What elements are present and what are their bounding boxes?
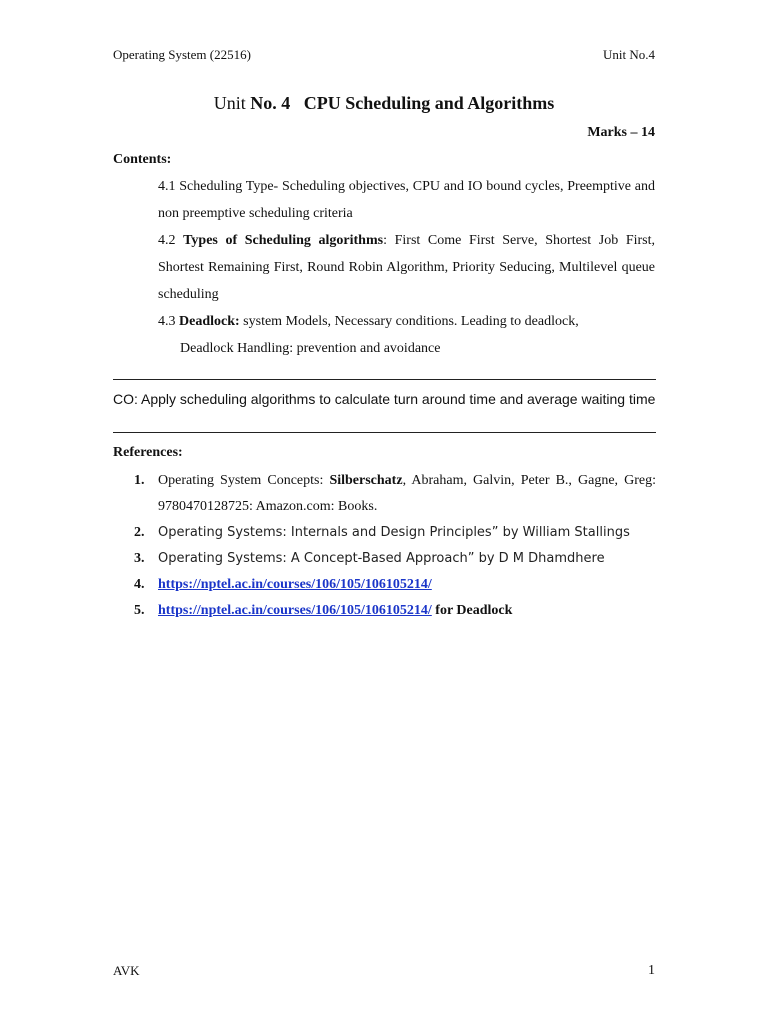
reference-number: 1.	[134, 473, 145, 488]
contents-item-text: Scheduling Type- Scheduling objectives, CPU and IO bound cycles, Preemptive and non preemptive scheduling criteria	[158, 179, 655, 221]
reference-text: Operating Systems: Internals and Design Principles” by William Stallings	[158, 525, 630, 540]
reference-number: 2.	[134, 525, 145, 540]
reference-item	[113, 572, 656, 598]
contents-item-text: system Models, Necessary conditions. Leading to deadlock,	[239, 314, 579, 329]
contents-item-number: 4.3	[158, 314, 176, 329]
contents-item-bold: Types of Scheduling algorithms	[183, 233, 384, 248]
reference-item	[113, 520, 656, 546]
reference-text: Operating System Concepts:	[158, 473, 330, 488]
divider-top	[113, 379, 656, 380]
reference-suffix: for Deadlock	[431, 603, 513, 618]
title-name: CPU Scheduling and Algorithms	[303, 93, 555, 113]
header-right: Unit No.4	[603, 47, 655, 62]
reference-number: 4.	[134, 577, 145, 592]
header-left: Operating System (22516)	[113, 47, 251, 62]
title-number: No. 4	[250, 93, 291, 113]
reference-item	[113, 598, 656, 624]
reference-item	[113, 546, 656, 572]
page-number: 1	[648, 963, 655, 978]
contents-item-continuation: Deadlock Handling: prevention and avoidance	[180, 341, 441, 356]
reference-item	[113, 468, 656, 520]
title-prefix: Unit	[213, 93, 251, 113]
reference-author: Silberschatz	[329, 473, 403, 488]
reference-number: 5.	[134, 603, 145, 618]
contents-item-bold: Deadlock:	[179, 314, 240, 329]
course-outcome: CO: Apply scheduling algorithms to calculate turn around time and average waiting time	[113, 391, 656, 407]
references-heading: References:	[113, 445, 183, 460]
reference-text: Operating Systems: A Concept-Based Approach” by D M Dhamdhere	[158, 551, 605, 566]
contents-item-4-1	[158, 173, 655, 227]
reference-number: 3.	[134, 551, 145, 566]
contents-item-4-2	[158, 227, 655, 308]
divider-bottom	[113, 432, 656, 433]
footer-author: AVK	[113, 963, 140, 978]
contents-item-text: : First Come First Serve, Shortest Job First, Shortest Remaining First, Round Robin Algorithm, Priority Seducing, Multilevel queue scheduling	[158, 233, 656, 302]
contents-heading: Contents:	[113, 152, 172, 167]
contents-item-number: 4.2	[158, 233, 176, 248]
page-title	[0, 93, 768, 114]
reference-link[interactable]: https://nptel.ac.in/courses/106/105/106105214/	[158, 603, 432, 618]
marks-label: Marks – 14	[587, 125, 655, 140]
contents-item-number: 4.1	[158, 179, 176, 194]
title-spacer	[290, 93, 304, 113]
references-list	[113, 468, 656, 624]
reference-link[interactable]: https://nptel.ac.in/courses/106/105/106105214/	[158, 577, 432, 592]
contents-item-4-3	[158, 308, 655, 362]
reference-text-rest: , Abraham, Galvin, Peter B., Gagne, Greg: 9780470128725: Amazon.com: Books.	[158, 473, 656, 514]
